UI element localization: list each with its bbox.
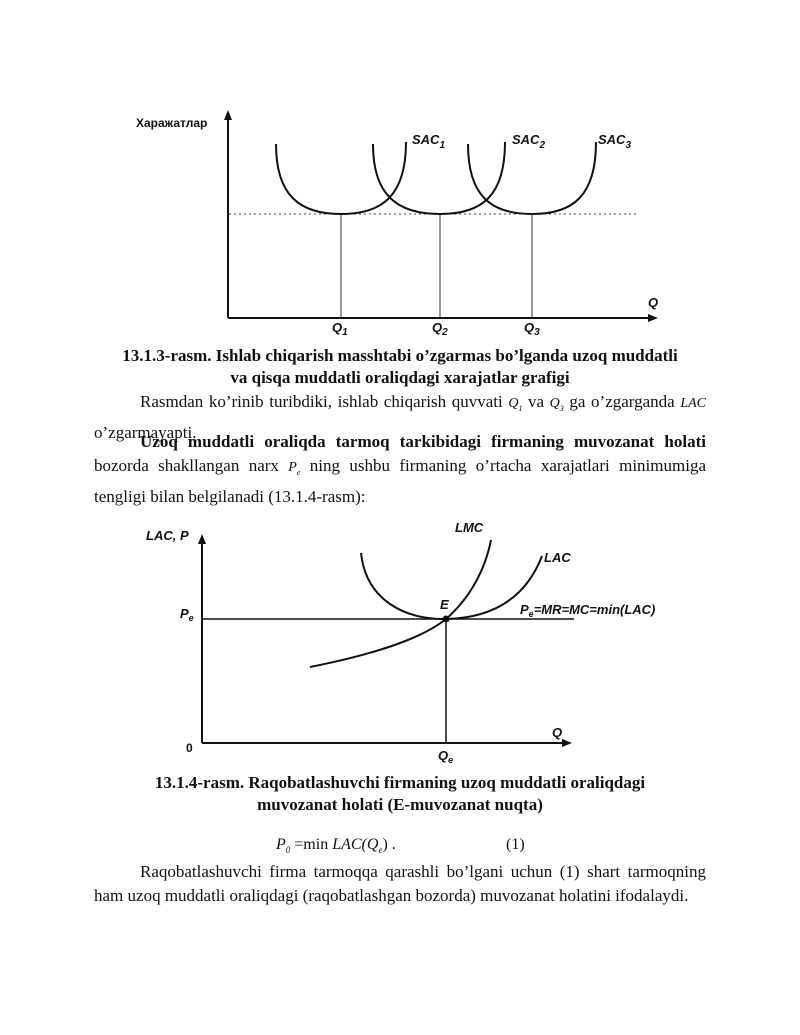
figure-1-caption (0, 345, 800, 389)
figure-1 (0, 100, 800, 340)
p1-lac: LAC (680, 396, 707, 411)
p1-text-a: Rasmdan ko’rinib turibdiki, ishlab chiqarish quvvati (140, 392, 503, 411)
x-axis-label: Q (648, 295, 659, 310)
sac3-curve (468, 142, 596, 214)
lac-label: LAC (544, 550, 571, 565)
sac1-curve (276, 142, 406, 214)
e-label: E (440, 597, 449, 612)
x-axis-2-arrow (562, 739, 572, 747)
lac-curve (361, 553, 542, 619)
p2-text-a: bozorda shakllangan narx (94, 456, 279, 475)
formula-expression: $P_0 =\min$ $LAC(Q_e)$ . (276, 836, 396, 856)
figure-1-caption-line2: va qisqa muddatli oraliqdagi xarajatlar grafigi (230, 368, 570, 387)
figure-2 (0, 515, 800, 770)
figure-2-chart (0, 515, 800, 770)
y-axis-2-arrow (198, 534, 206, 544)
y-axis-arrow (224, 110, 232, 120)
q1-label: $Q_1$ (332, 320, 348, 338)
p1-text-c: ga o’zgarganda (569, 392, 675, 411)
figure-2-caption-line2: muvozanat holati (E-muvozanat nuqta) (257, 795, 543, 814)
p1-text-d: o’zgarmayapti. (94, 422, 197, 442)
origin-label: 0 (186, 741, 193, 755)
figure-2-caption-line1: 13.1.4-rasm. Raqobatlashuvchi firmaning uzoq muddatli oraliqdagi (154, 773, 646, 792)
sac2-curve (373, 142, 505, 214)
lmc-curve (310, 540, 491, 667)
q3-label: $Q_3$ (524, 320, 540, 338)
figure-2-caption (0, 772, 800, 816)
p1-q3: $Q_3$ (549, 396, 564, 413)
formula-number: (1) (506, 836, 525, 853)
sac1-label: $SAC_1$ (412, 132, 446, 151)
paragraph-2 (94, 430, 706, 509)
p1-q1: $Q_1$ (508, 396, 523, 413)
y-axis-2-label: LAC, P (146, 528, 189, 543)
equation-label: $P_e=MR=MC=\min(LAC)$ (520, 602, 656, 619)
x-axis-arrow (648, 314, 658, 322)
formula-1 (0, 836, 800, 860)
pe-label: $P_e$ (180, 606, 194, 623)
y-axis-label: Харажатлар (136, 116, 208, 130)
q2-label: $Q_2$ (432, 320, 448, 338)
figure-1-caption-line1: 13.1.3-rasm. Ishlab chiqarish masshtabi o’zgarmas bo’lganda uzoq muddatli (122, 346, 678, 365)
figure-1-chart (0, 100, 800, 340)
x-axis-2-label: Q (552, 725, 563, 740)
qe-label: $Q_e$ (438, 748, 454, 765)
paragraph-3 (94, 860, 706, 908)
p3-text: Raqobatlashuvchi firma tarmoqqa qarashli bo’lgani uchun (1) shart tarmoqning ham uzoq muddatli oraliqdagi (raqobatlashgan bozorda) muvozanat holatini ifodalaydi. (94, 862, 706, 905)
p2-pe: $P_e$ (288, 460, 301, 477)
p2-text-b: ning ushbu firmaning o’rtacha xarajatlari minimumiga tengligi bilan belgilanadi (13.1.4-rasm): (94, 456, 706, 506)
p2-bold-text: Uzoq muddatli oraliqda tarmoq tarkibidagi firmaning muvozanat holati (140, 432, 706, 451)
sac3-label: $SAC_3$ (598, 132, 632, 151)
sac2-label: $SAC_2$ (512, 132, 546, 151)
p1-text-b: va (528, 392, 545, 411)
lmc-label: LMC (455, 520, 484, 535)
